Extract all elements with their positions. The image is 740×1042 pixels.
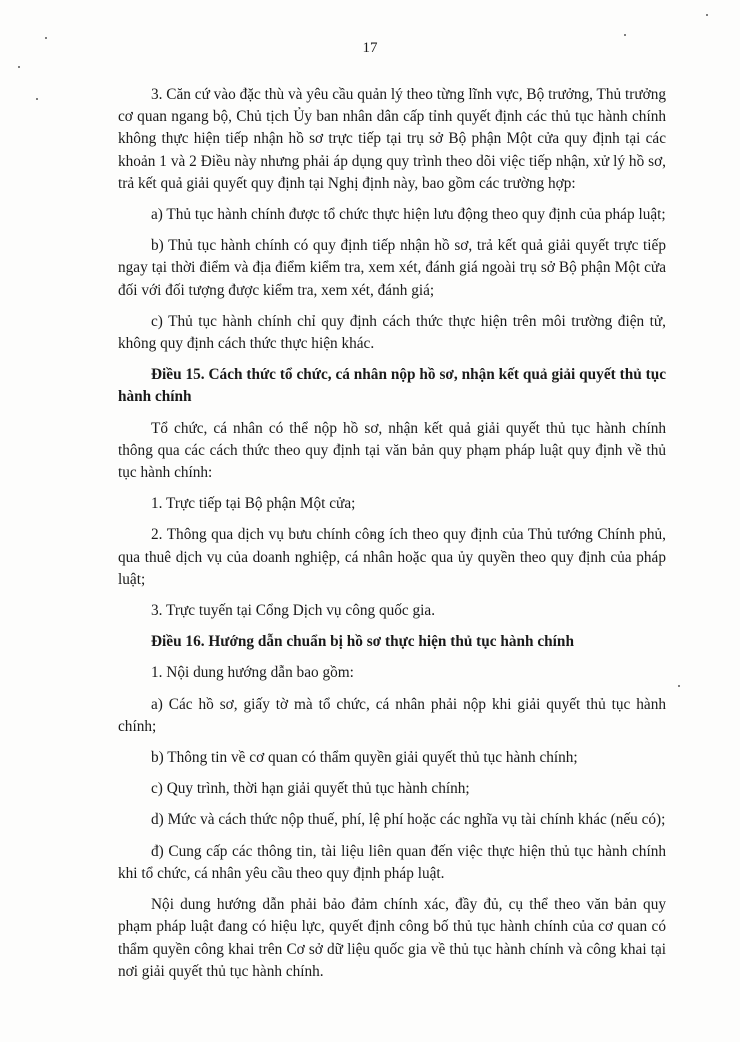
article-15-heading: Điều 15. Cách thức tổ chức, cá nhân nộp hồ sơ, nhận kết quả giải quyết thủ tục hành chính [118, 366, 666, 406]
article-16-point-d: d) Mức và cách thức nộp thuế, phí, lệ phí hoặc các nghĩa vụ tài chính khác (nếu có); [151, 811, 666, 829]
scan-speck [36, 98, 38, 100]
paragraph-point-c: c) Thủ tục hành chính chỉ quy định cách thức thực hiện trên môi trường điện tử, không quy định cách thức thực hiện khác. [118, 312, 666, 353]
article-15-item-1: 1. Trực tiếp tại Bộ phận Một cửa; [151, 495, 356, 513]
document-body [118, 84, 666, 992]
scan-speck [624, 34, 626, 36]
scan-speck [18, 66, 20, 68]
article-15-intro: Tổ chức, cá nhân có thể nộp hồ sơ, nhận kết quả giải quyết thủ tục hành chính thông qua các cách thức theo quy định tại văn bản quy phạm pháp luật quy định về thủ tục hành chính: [118, 419, 666, 482]
paragraph-point-a: a) Thủ tục hành chính được tổ chức thực hiện lưu động theo quy định của pháp luật; [151, 206, 666, 224]
scan-speck [678, 685, 680, 687]
article-16-point-b: b) Thông tin về cơ quan có thẩm quyền giải quyết thủ tục hành chính; [151, 749, 578, 767]
paragraph-point-b: b) Thủ tục hành chính có quy định tiếp nhận hồ sơ, trả kết quả giải quyết trực tiếp ngay tại thời điểm và địa điểm kiểm tra, xem xét, đánh giá ngoài trụ sở Bộ phận Một cửa đối với đối tượng được kiểm tra, xem xét, đánh giá; [118, 237, 666, 299]
scan-speck [45, 37, 47, 39]
article-16-point-c: c) Quy trình, thời hạn giải quyết thủ tục hành chính; [151, 780, 470, 798]
article-16-point-dd: đ) Cung cấp các thông tin, tài liệu liên quan đến việc thực hiện thủ tục hành chính khi tổ chức, cá nhân yêu cầu theo quy định pháp luật. [118, 842, 666, 882]
page-number: 17 [362, 40, 378, 56]
article-15-item-3: 3. Trực tuyến tại Cổng Dịch vụ công quốc gia. [151, 602, 436, 620]
article-16-heading: Điều 16. Hướng dẫn chuẩn bị hồ sơ thực hiện thủ tục hành chính [151, 633, 574, 651]
paragraph-clause-3: 3. Căn cứ vào đặc thù và yêu cầu quản lý theo từng lĩnh vực, Bộ trưởng, Thủ trưởng cơ quan ngang bộ, Chủ tịch Ủy ban nhân dân cấp tỉnh quyết định các thủ tục hành chính không thực hiện tiếp nhận hồ sơ trực tiếp tại trụ sở Bộ phận Một cửa quy định tại các khoản 1 và 2 Điều này nhưng phải áp dụng quy trình theo dõi việc tiếp nhận, xử lý hồ sơ, trả kết quả giải quyết quy định tại Nghị định này, bao gồm các trường hợp: [118, 86, 666, 192]
article-16-closing: Nội dung hướng dẫn phải bảo đảm chính xác, đầy đủ, cụ thể theo văn bản quy phạm pháp luật đang có hiệu lực, quyết định công bố thủ tục hành chính của cơ quan có thẩm quyền công khai trên Cơ sở dữ liệu quốc gia về thủ tục hành chính và công khai tại nơi giải quyết thủ tục hành chính. [118, 896, 666, 980]
article-16-point-a: a) Các hồ sơ, giấy tờ mà tổ chức, cá nhân phải nộp khi giải quyết thủ tục hành chính; [118, 695, 666, 735]
article-15-item-2: 2. Thông qua dịch vụ bưu chính công ích theo quy định của Thủ tướng Chính phủ, qua thuê dịch vụ của doanh nghiệp, cá nhân hoặc qua ủy quyền theo quy định của pháp luật; [118, 526, 666, 588]
scan-speck [706, 14, 708, 16]
article-16-clause-1: 1. Nội dung hướng dẫn bao gồm: [151, 664, 354, 682]
